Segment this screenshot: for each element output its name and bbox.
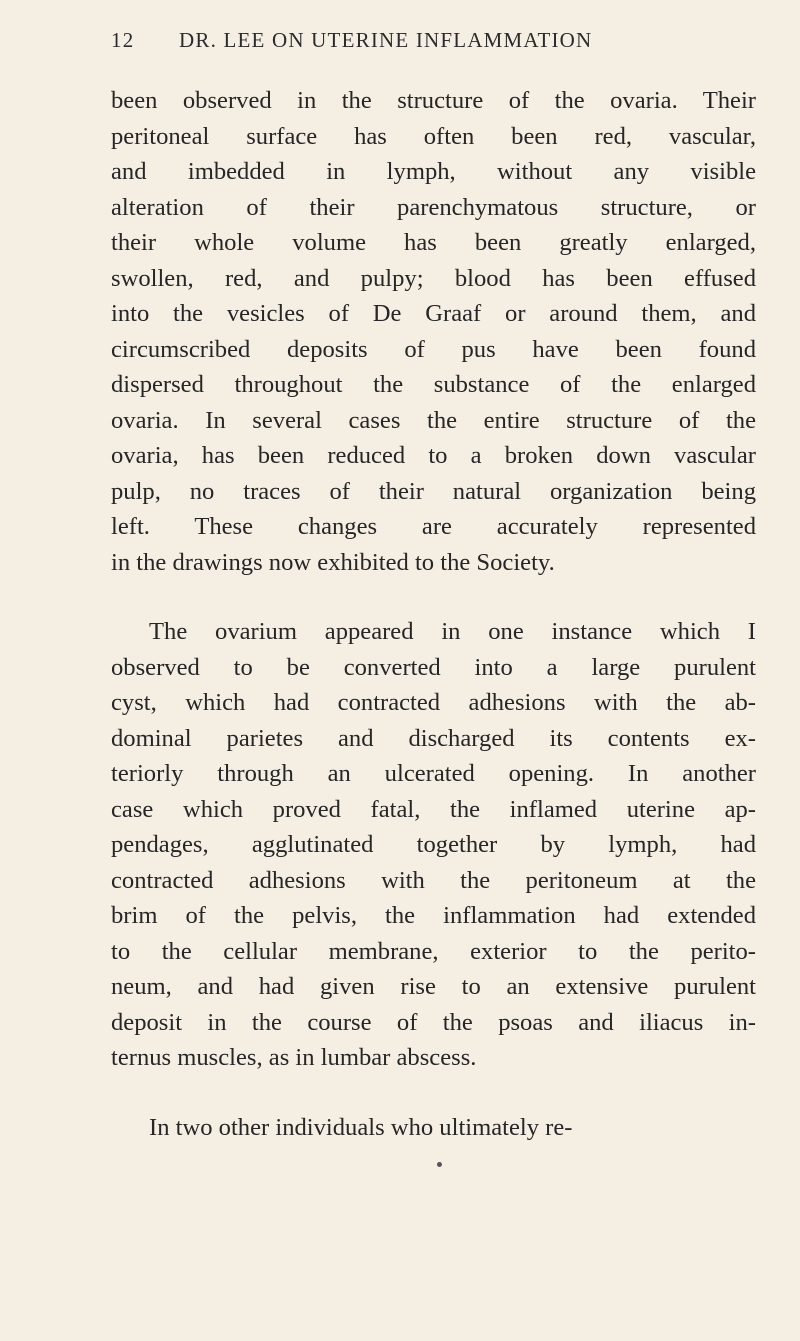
paragraph (111, 1110, 756, 1146)
paragraph-gap (111, 580, 756, 614)
text-line: pendages, agglutinated together by lymph, had (111, 831, 756, 858)
text-line: brim of the pelvis, the inflammation had extended (111, 902, 756, 929)
text-line: ternus muscles, as in lumbar abscess. (111, 1044, 477, 1071)
paragraph (111, 614, 756, 1076)
text-line: deposit in the course of the psoas and iliacus in- (111, 1008, 756, 1036)
text-line: their whole volume has been greatly enlarged, (111, 229, 756, 256)
text-line: ovaria. In several cases the entire structure of the (111, 406, 756, 434)
text-line: swollen, red, and pulpy; blood has been effused (111, 264, 756, 292)
paragraph (111, 83, 756, 580)
text-line: In two other individuals who ultimately re- (149, 1113, 573, 1141)
text-line: pulp, no traces of their natural organization being (111, 477, 756, 505)
body-text (111, 83, 756, 1145)
text-line: dominal parietes and discharged its contents ex- (111, 724, 756, 752)
text-line: into the vesicles of De Graaf or around them, and (111, 300, 756, 327)
text-line: The ovarium appeared in one instance which I (149, 618, 756, 645)
text-line: and imbedded in lymph, without any visible (111, 158, 756, 185)
ink-speck (437, 1162, 442, 1167)
text-line: alteration of their parenchymatous structure, or (111, 193, 756, 221)
text-line: contracted adhesions with the peritoneum at the (111, 866, 756, 894)
text-line: neum, and had given rise to an extensive purulent (111, 973, 756, 1000)
running-head: DR. LEE ON UTERINE INFLAMMATION (179, 28, 593, 52)
text-line: teriorly through an ulcerated opening. In another (111, 760, 756, 787)
page-number: 12 (111, 28, 135, 52)
text-line: cyst, which had contracted adhesions with the ab- (111, 689, 756, 716)
text-line: been observed in the structure of the ovaria. Their (111, 87, 756, 114)
text-line: ovaria, has been reduced to a broken down vascular (111, 442, 756, 469)
text-line: left. These changes are accurately represented (111, 513, 756, 540)
page-header (111, 28, 751, 60)
paragraph-gap (111, 1076, 756, 1110)
text-line: peritoneal surface has often been red, vascular, (111, 122, 756, 150)
text-line: to the cellular membrane, exterior to the perito- (111, 937, 756, 965)
text-line: observed to be converted into a large purulent (111, 653, 756, 681)
text-line: circumscribed deposits of pus have been found (111, 335, 756, 363)
text-line: dispersed throughout the substance of the enlarged (111, 371, 756, 398)
text-line: in the drawings now exhibited to the Society. (111, 548, 555, 576)
text-line: case which proved fatal, the inflamed uterine ap- (111, 795, 756, 823)
